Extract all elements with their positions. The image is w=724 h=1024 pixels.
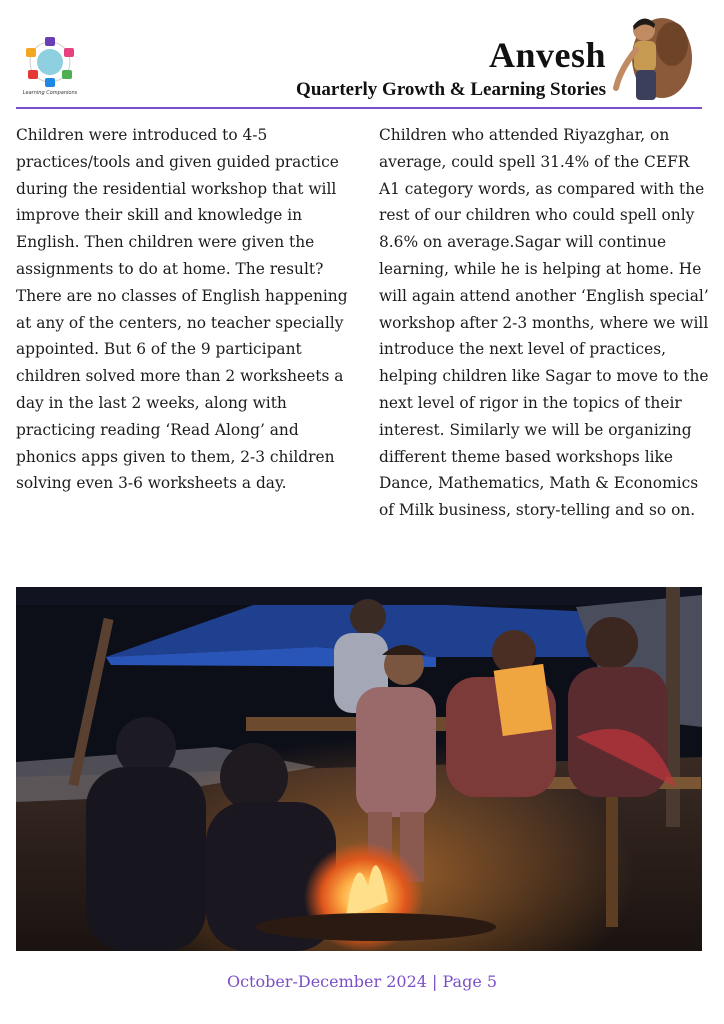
newsletter-subtitle: Quarterly Growth & Learning Stories <box>296 79 606 100</box>
mascot-illustration <box>606 10 698 104</box>
campfire-photo <box>16 587 702 951</box>
logo-caption: Learning Companions <box>22 90 78 96</box>
brand-title: Anvesh <box>488 35 606 75</box>
page-footer: October-December 2024 | Page 5 <box>226 972 498 991</box>
article-left-column: Children were introduced to 4-5 practices/tools and given guided practice during the residential workshop that will improve their skill and knowledge in English. Then children were given the assignments to do at home. The result? There are no classes of English happening at any of the centers, no teacher specially appointed. But 6 of the 9 participant children solved more than 2 worksheets a day in the last 2 weeks, along with practicing reading ‘Read Along’ and phonics apps given to them, 2-3 children solving even 3-6 worksheets a day. <box>16 126 348 493</box>
article-right-column: Children who attended Riyazghar, on average, could spell 31.4% of the CEFR A1 category words, as compared with the rest of our children who could spell only 8.6% on average.Sagar will continue learning, while he is helping at home. He will again attend another ‘English special’ workshop after 2-3 months, where we will introduce the next level of practices, helping children like Sagar to move to the next level of rigor in the topics of their interest. Similarly we will be organizing different theme based workshops like Dance, Mathematics, Math & Economics of Milk business, story-telling and so on. <box>379 126 709 520</box>
header-divider <box>16 107 702 109</box>
